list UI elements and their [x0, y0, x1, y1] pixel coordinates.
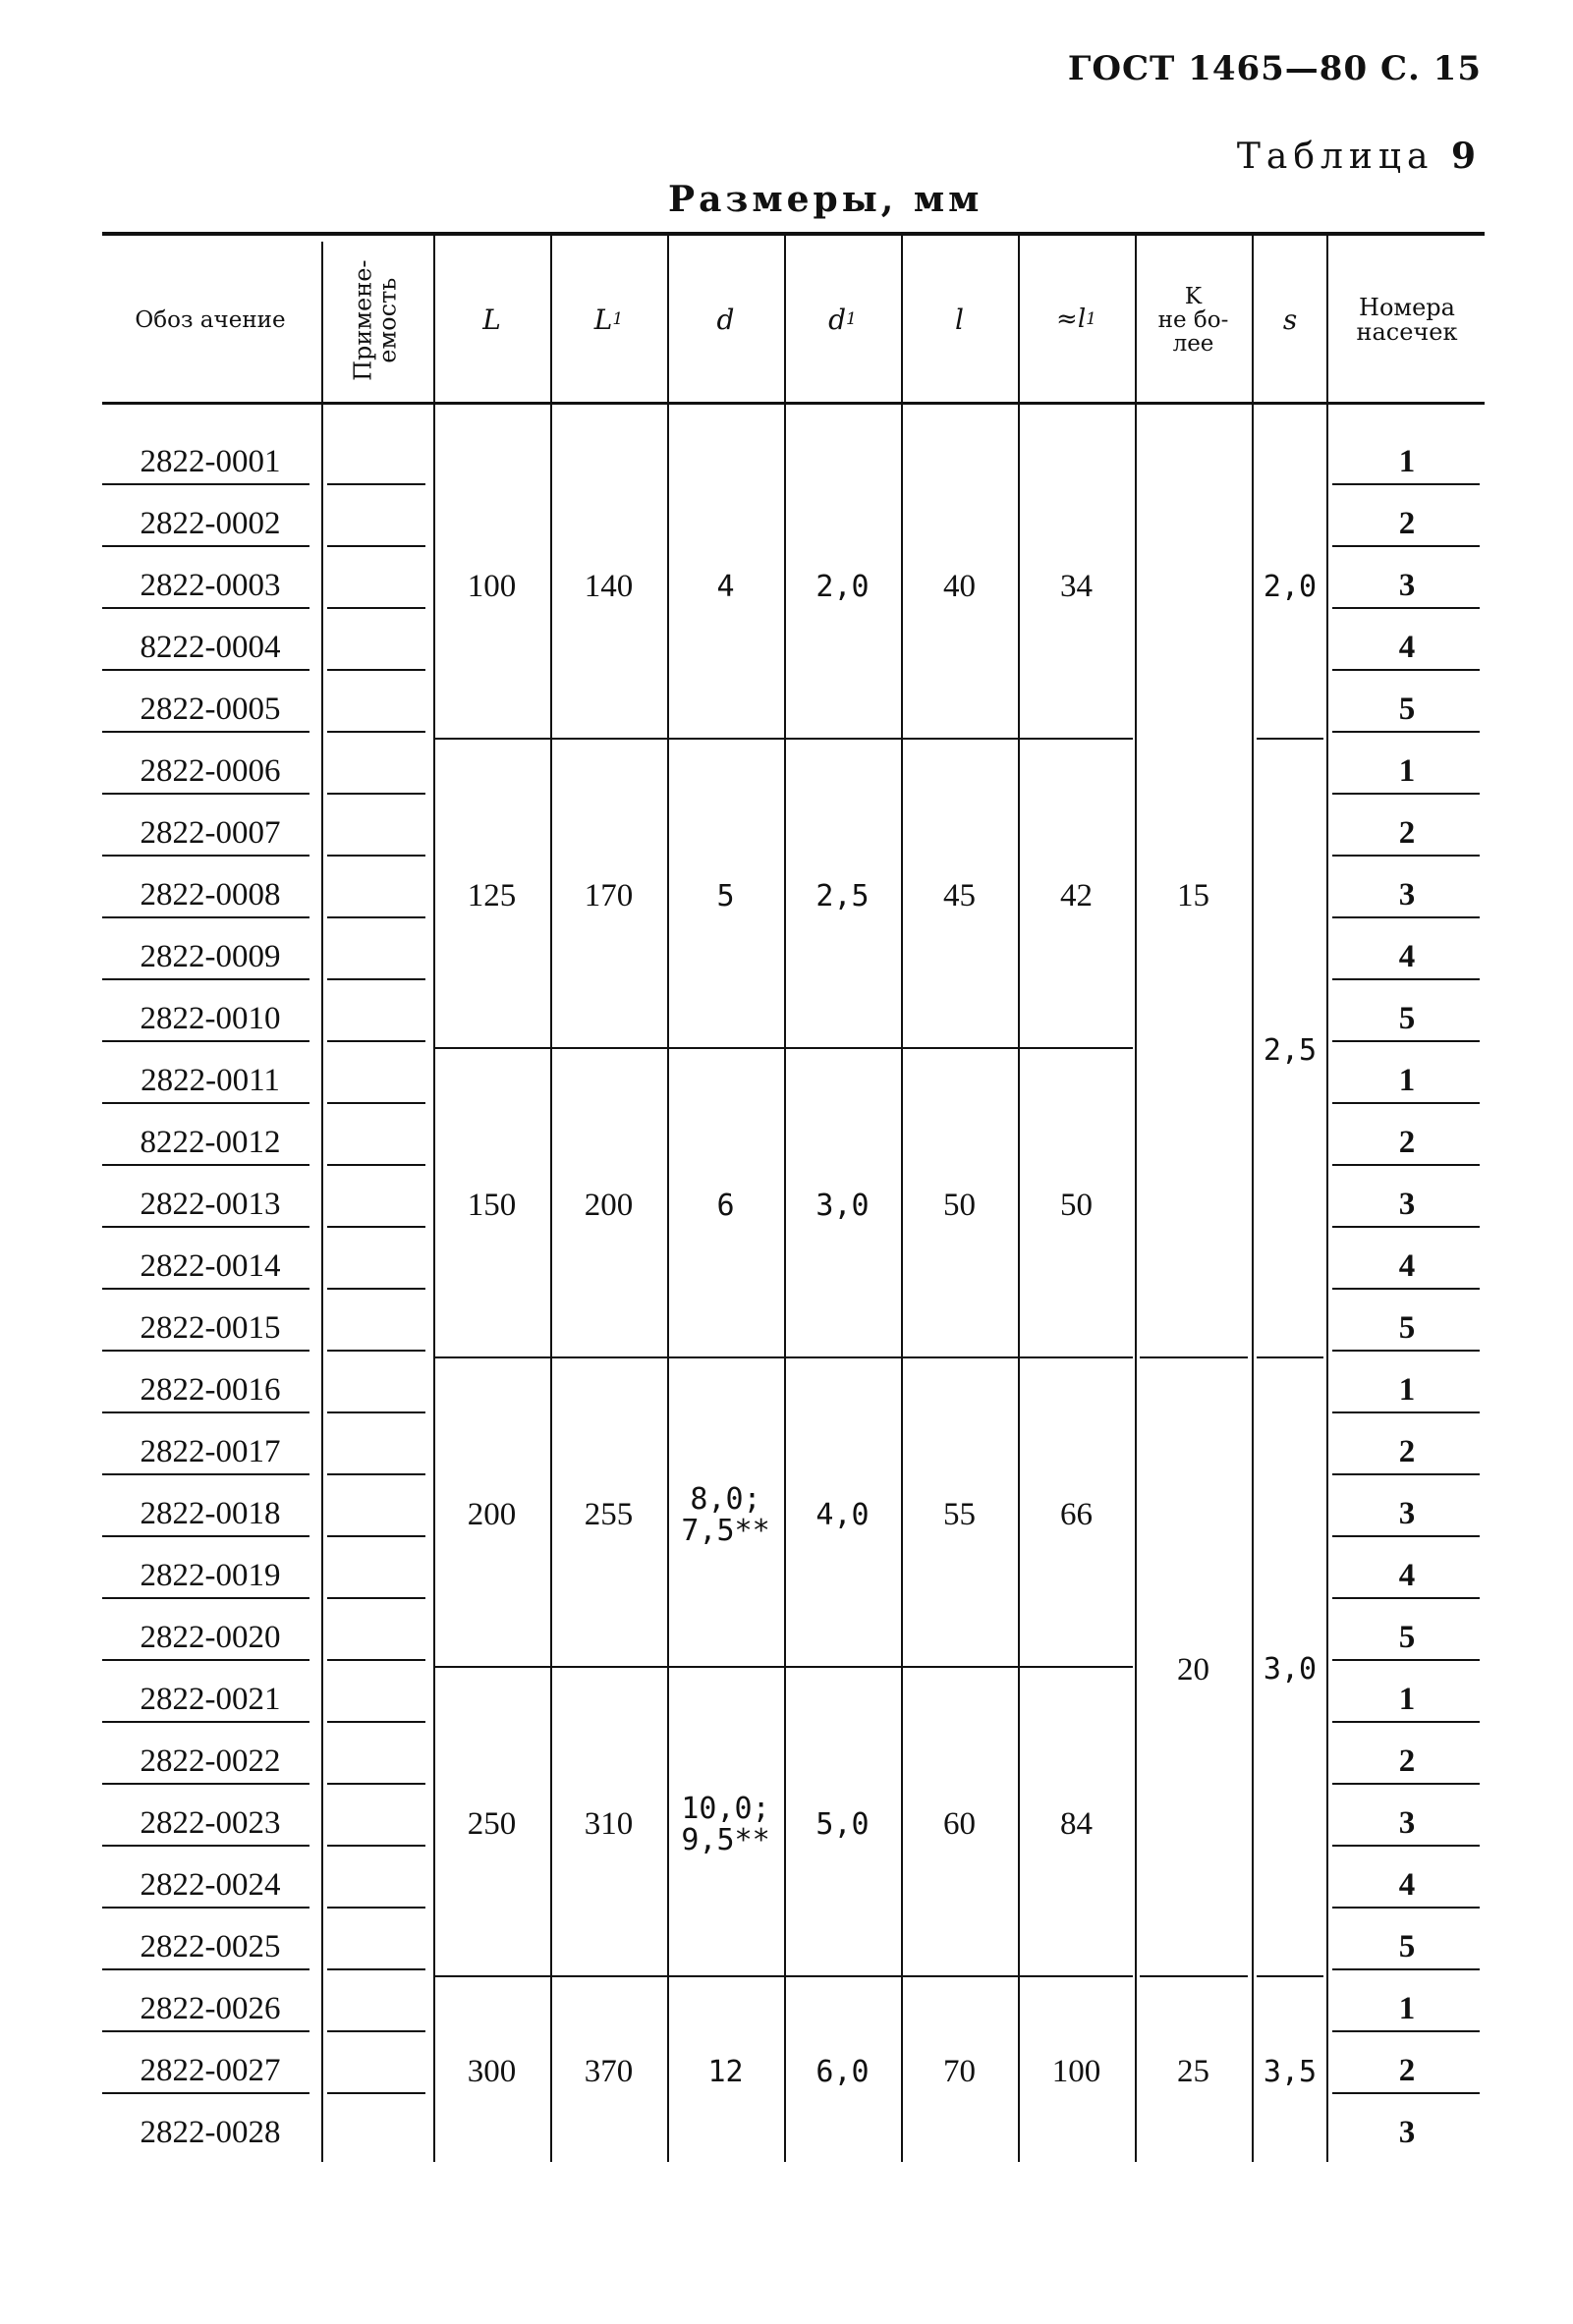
row-rule	[1332, 1968, 1480, 1970]
row-rule	[327, 1226, 425, 1228]
designation-cell: 2822-0020	[140, 1620, 281, 1655]
col-header-d1	[786, 242, 899, 399]
designation-cell: 2822-0009	[140, 939, 281, 974]
row-rule	[1332, 731, 1480, 733]
notch-number-cell: 5	[1398, 1929, 1416, 1964]
designation-cell: 2822-0007	[140, 815, 281, 851]
designation-cell: 2822-0006	[140, 753, 281, 789]
row-rule	[327, 1473, 425, 1475]
group-cell-d1: 4,0	[815, 1497, 870, 1532]
group-cell-K: 25	[1177, 2054, 1209, 2090]
row-rule	[1332, 1659, 1480, 1661]
group-cell-d: 4	[716, 569, 735, 604]
notch-number-cell: 4	[1398, 1248, 1416, 1284]
designation-cell: 2822-0016	[140, 1372, 281, 1408]
group-rule	[435, 738, 1133, 740]
row-rule	[327, 669, 425, 671]
row-rule	[327, 1102, 425, 1104]
row-rule	[1332, 1535, 1480, 1537]
row-rule	[327, 731, 425, 733]
designation-cell: 2822-0023	[140, 1805, 281, 1841]
row-rule	[1332, 1473, 1480, 1475]
header-bottom-rule	[102, 402, 1485, 405]
group-cell-d1: 2,0	[815, 569, 870, 604]
col-header-L1	[552, 242, 665, 399]
group-cell-d: 5	[716, 878, 735, 913]
col-sep	[321, 242, 323, 2162]
group-cell-l1: 34	[1060, 569, 1093, 605]
designation-cell: 8222-0012	[140, 1125, 281, 1160]
row-rule	[1332, 607, 1480, 609]
group-cell-L: 125	[467, 878, 517, 914]
designation-cell: 2822-0014	[140, 1248, 281, 1284]
group-rule	[1257, 738, 1323, 740]
row-rule	[1332, 1845, 1480, 1847]
row-rule	[1332, 483, 1480, 485]
notch-number-cell: 4	[1398, 939, 1416, 974]
designation-cell: 2822-0010	[140, 1001, 281, 1036]
row-rule	[102, 483, 309, 485]
group-cell-L1: 310	[584, 1806, 634, 1843]
row-rule	[1332, 1597, 1480, 1599]
group-cell-L1: 370	[584, 2054, 634, 2090]
group-cell-l: 40	[943, 569, 976, 605]
notch-number-cell: 3	[1398, 877, 1416, 913]
group-cell-L: 200	[467, 1497, 517, 1533]
notch-number-cell: 2	[1398, 1743, 1416, 1779]
group-cell-L: 150	[467, 1188, 517, 1224]
row-rule	[327, 1783, 425, 1785]
col-header-applicability-text: Примене- емость	[349, 259, 402, 381]
row-rule	[1332, 1288, 1480, 1290]
group-cell-l: 70	[943, 2054, 976, 2090]
row-rule	[327, 1721, 425, 1723]
col-header-designation: Обоз ачение	[135, 306, 286, 333]
designation-cell: 2822-0025	[140, 1929, 281, 1964]
row-rule	[102, 978, 309, 980]
col-header-s: s	[1282, 304, 1298, 337]
row-rule	[327, 1597, 425, 1599]
group-cell-l: 60	[943, 1806, 976, 1843]
notch-number-cell: 5	[1398, 1001, 1416, 1036]
notch-number-cell: 2	[1398, 815, 1416, 851]
row-rule	[102, 2092, 309, 2094]
group-cell-s: 3,5	[1263, 2054, 1318, 2089]
notch-number-cell: 2	[1398, 506, 1416, 541]
notch-number-cell: 1	[1398, 753, 1416, 789]
row-rule	[102, 669, 309, 671]
col-header-L1-sub: 1	[612, 309, 624, 330]
row-rule	[327, 545, 425, 547]
row-rule	[1332, 1226, 1480, 1228]
notch-number-cell: 5	[1398, 1310, 1416, 1346]
group-cell-s: 2,5	[1263, 1033, 1318, 1069]
row-rule	[327, 483, 425, 485]
group-cell-d1: 3,0	[815, 1188, 870, 1223]
col-header-l1-text: ≈l	[1056, 304, 1087, 335]
row-rule	[102, 793, 309, 795]
row-rule	[102, 1968, 309, 1970]
row-rule	[1332, 1164, 1480, 1166]
designation-cell: 2822-0017	[140, 1434, 281, 1469]
row-rule	[102, 1411, 309, 1413]
designation-cell: 2822-0022	[140, 1743, 281, 1779]
designation-cell: 2822-0019	[140, 1558, 281, 1593]
group-cell-L1: 255	[584, 1497, 634, 1533]
row-rule	[102, 1226, 309, 1228]
designation-cell: 2822-0003	[140, 568, 281, 603]
col-header-d: d	[716, 304, 735, 337]
group-cell-l1: 66	[1060, 1497, 1093, 1533]
group-rule	[1140, 1356, 1248, 1358]
row-rule	[1332, 669, 1480, 671]
row-rule	[327, 1288, 425, 1290]
notch-number-cell: 3	[1398, 568, 1416, 603]
col-header-d1-text: d	[828, 304, 847, 337]
group-cell-L1: 140	[584, 569, 634, 605]
row-rule	[1332, 793, 1480, 795]
row-rule	[102, 916, 309, 918]
col-header-notches: Номера насечек	[1356, 293, 1458, 346]
group-cell-l: 55	[943, 1497, 976, 1533]
row-rule	[102, 1040, 309, 1042]
row-rule	[102, 731, 309, 733]
notch-number-cell: 4	[1398, 1867, 1416, 1903]
notch-number-cell: 3	[1398, 1187, 1416, 1222]
table-top-rule	[102, 232, 1485, 236]
table-number	[1237, 136, 1482, 177]
row-rule	[327, 1350, 425, 1352]
row-rule	[327, 1968, 425, 1970]
group-rule	[435, 1356, 1133, 1358]
designation-cell: 8222-0004	[140, 630, 281, 665]
row-rule	[327, 978, 425, 980]
row-rule	[102, 1164, 309, 1166]
group-rule	[1140, 1975, 1248, 1977]
row-rule	[1332, 1040, 1480, 1042]
row-rule	[102, 1288, 309, 1290]
row-rule	[102, 1597, 309, 1599]
row-rule	[1332, 1411, 1480, 1413]
designation-cell: 2822-0008	[140, 877, 281, 913]
notch-number-cell: 3	[1398, 1496, 1416, 1531]
group-cell-d1: 6,0	[815, 2054, 870, 2089]
group-cell-L1: 200	[584, 1188, 634, 1224]
col-header-d1-sub: 1	[846, 309, 857, 330]
row-rule	[327, 607, 425, 609]
row-rule	[1332, 2030, 1480, 2032]
group-cell-l: 45	[943, 878, 976, 914]
group-cell-l1: 50	[1060, 1188, 1093, 1224]
designation-cell: 2822-0021	[140, 1682, 281, 1717]
table-title: Размеры, мм	[668, 179, 983, 220]
row-rule	[102, 1783, 309, 1785]
group-cell-d1: 5,0	[815, 1806, 870, 1842]
page-header: ГОСТ 1465—80 С. 15	[1067, 49, 1482, 88]
designation-cell: 2822-0024	[140, 1867, 281, 1903]
notch-number-cell: 3	[1398, 1805, 1416, 1841]
group-cell-L: 250	[467, 1806, 517, 1843]
notch-number-cell: 1	[1398, 1372, 1416, 1408]
row-rule	[327, 2030, 425, 2032]
col-header-l1	[1020, 242, 1133, 399]
row-rule	[327, 1411, 425, 1413]
group-cell-s: 2,0	[1263, 569, 1318, 604]
designation-cell: 2822-0015	[140, 1310, 281, 1346]
row-rule	[327, 916, 425, 918]
group-cell-L: 100	[467, 569, 517, 605]
row-rule	[102, 1721, 309, 1723]
row-rule	[1332, 1350, 1480, 1352]
row-rule	[327, 1040, 425, 1042]
notch-number-cell: 3	[1398, 2115, 1416, 2150]
group-cell-d: 12	[707, 2054, 744, 2089]
row-rule	[1332, 1907, 1480, 1909]
col-header-applicability	[327, 242, 425, 399]
notch-number-cell: 5	[1398, 1620, 1416, 1655]
row-rule	[102, 607, 309, 609]
row-rule	[327, 1164, 425, 1166]
group-rule	[435, 1666, 1133, 1668]
notch-number-cell: 2	[1398, 1125, 1416, 1160]
designation-cell: 2822-0026	[140, 1991, 281, 2026]
row-rule	[1332, 1102, 1480, 1104]
group-rule	[1257, 1356, 1323, 1358]
designation-cell: 2822-0027	[140, 2053, 281, 2088]
group-rule	[435, 1047, 1133, 1049]
group-cell-K: 20	[1177, 1651, 1209, 1688]
group-cell-l1: 100	[1051, 2054, 1101, 2090]
row-rule	[1332, 978, 1480, 980]
row-rule	[327, 2092, 425, 2094]
notch-number-cell: 1	[1398, 444, 1416, 479]
row-rule	[1332, 545, 1480, 547]
row-rule	[327, 1907, 425, 1909]
group-cell-d: 6	[716, 1188, 735, 1223]
row-rule	[102, 2030, 309, 2032]
designation-cell: 2822-0018	[140, 1496, 281, 1531]
group-cell-d: 10,0; 9,5**	[681, 1792, 770, 1857]
row-rule	[1332, 2092, 1480, 2094]
group-cell-d1: 2,5	[815, 878, 870, 913]
row-rule	[102, 1845, 309, 1847]
row-rule	[102, 1102, 309, 1104]
designation-cell: 2822-0005	[140, 692, 281, 727]
col-header-l: l	[955, 304, 964, 337]
row-rule	[1332, 855, 1480, 857]
notch-number-cell: 2	[1398, 1434, 1416, 1469]
row-rule	[102, 1907, 309, 1909]
col-header-K: K не бо- лее	[1157, 283, 1229, 358]
col-header-L1-text: L	[593, 304, 613, 337]
group-cell-l1: 42	[1060, 878, 1093, 914]
group-cell-s: 3,0	[1263, 1652, 1318, 1688]
col-header-L: L	[482, 304, 501, 337]
row-rule	[327, 793, 425, 795]
row-rule	[102, 1659, 309, 1661]
designation-cell: 2822-0011	[140, 1063, 280, 1098]
row-rule	[327, 855, 425, 857]
designation-cell: 2822-0001	[140, 444, 281, 479]
group-cell-L: 300	[467, 2054, 517, 2090]
col-header-l1-sub: 1	[1086, 309, 1096, 330]
group-rule	[1257, 1975, 1323, 1977]
notch-number-cell: 4	[1398, 1558, 1416, 1593]
notch-number-cell: 1	[1398, 1991, 1416, 2026]
designation-cell: 2822-0002	[140, 506, 281, 541]
notch-number-cell: 1	[1398, 1063, 1416, 1098]
group-cell-K: 15	[1177, 878, 1209, 914]
notch-number-cell: 1	[1398, 1682, 1416, 1717]
table-number-value: 9	[1450, 136, 1482, 177]
group-cell-L1: 170	[584, 878, 634, 914]
designation-cell: 2822-0013	[140, 1187, 281, 1222]
row-rule	[102, 545, 309, 547]
notch-number-cell: 4	[1398, 630, 1416, 665]
group-cell-l1: 84	[1060, 1806, 1093, 1843]
row-rule	[327, 1659, 425, 1661]
group-rule	[435, 1975, 1133, 1977]
row-rule	[327, 1845, 425, 1847]
group-cell-l: 50	[943, 1188, 976, 1224]
table-label: Таблица	[1236, 137, 1434, 177]
group-cell-d: 8,0; 7,5**	[681, 1482, 770, 1548]
row-rule	[1332, 916, 1480, 918]
notch-number-cell: 2	[1398, 2053, 1416, 2088]
row-rule	[102, 855, 309, 857]
row-rule	[1332, 1721, 1480, 1723]
notch-number-cell: 5	[1398, 692, 1416, 727]
row-rule	[102, 1535, 309, 1537]
designation-cell: 2822-0028	[140, 2115, 281, 2150]
row-rule	[102, 1350, 309, 1352]
row-rule	[327, 1535, 425, 1537]
row-rule	[102, 1473, 309, 1475]
row-rule	[1332, 1783, 1480, 1785]
